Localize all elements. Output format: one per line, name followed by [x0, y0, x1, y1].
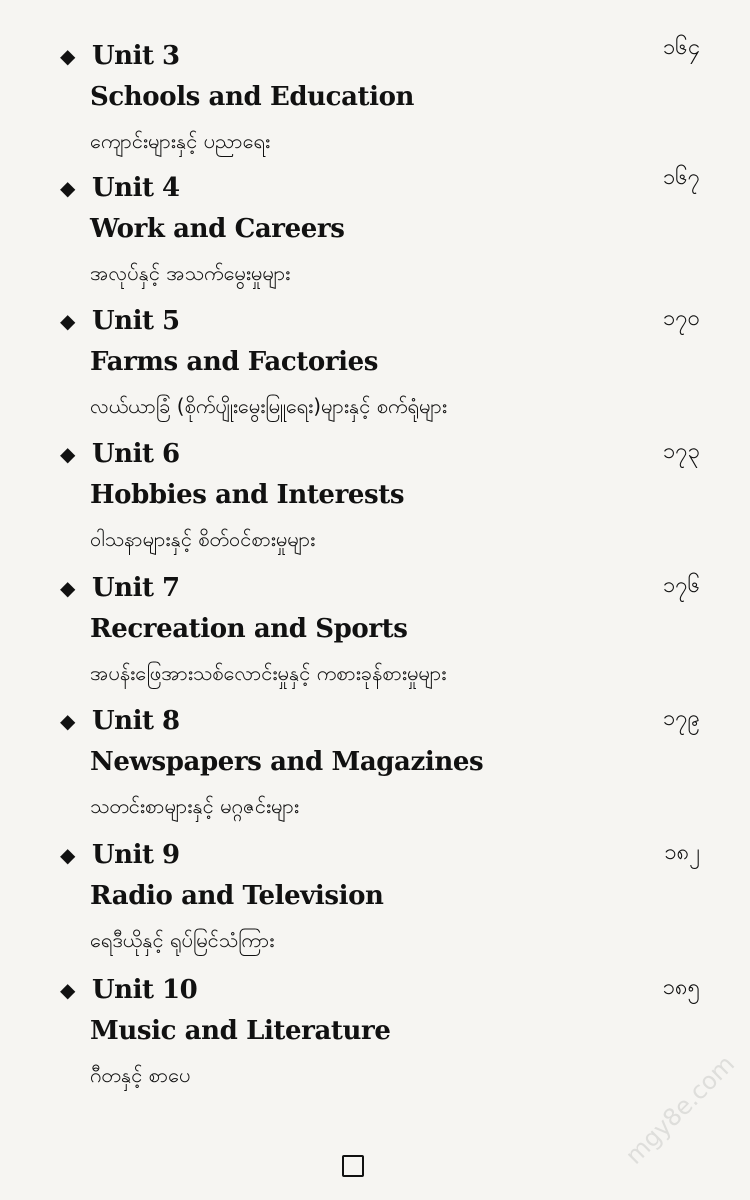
- unit-heading: [60, 972, 197, 1008]
- unit-heading: [60, 170, 180, 206]
- unit-title-myanmar: လယ်ယာခြံ (စိုက်ပျိုးမွေးမြူရေး)များနှင့် စက်ရုံများ: [90, 394, 447, 418]
- square-box-icon: [342, 1155, 364, 1177]
- unit-title-myanmar: ရေဒီယိုနှင့် ရုပ်မြင်သံကြား: [90, 928, 275, 952]
- diamond-bullet-icon: ◆: [60, 843, 76, 867]
- unit-heading: [60, 436, 180, 472]
- page-number: ၁၆၄: [662, 35, 700, 60]
- unit-label: Unit 4: [92, 173, 180, 203]
- unit-heading: [60, 38, 180, 74]
- unit-label: Unit 9: [92, 840, 180, 870]
- unit-heading: [60, 703, 180, 739]
- unit-title-english: Farms and Factories: [90, 347, 378, 377]
- unit-title-myanmar: ဝါသနာများနှင့် စိတ်ဝင်စားမှုများ: [90, 527, 316, 551]
- page-number: ၁၇၀: [662, 306, 700, 331]
- page-number: ၁၇၉: [662, 706, 700, 731]
- unit-label: Unit 5: [92, 306, 180, 336]
- unit-title-myanmar: သတင်းစာများနှင့် မဂ္ဂဇင်းများ: [90, 794, 299, 818]
- unit-heading: [60, 303, 180, 339]
- unit-heading: [60, 570, 180, 606]
- watermark-text: mgy8e.com: [620, 1049, 741, 1170]
- unit-label: Unit 6: [92, 439, 180, 469]
- unit-label: Unit 3: [92, 41, 180, 71]
- unit-label: Unit 8: [92, 706, 180, 736]
- page-number: ၁၆၇: [662, 165, 700, 190]
- page-number: ၁၈၂: [664, 840, 700, 865]
- unit-label: Unit 7: [92, 573, 180, 603]
- unit-title-english: Schools and Education: [90, 82, 415, 112]
- unit-label: Unit 10: [92, 975, 198, 1005]
- unit-title-myanmar: အပန်းဖြေအားသစ်လောင်းမှုနှင့် ကစားခုန်စားမှုများ: [90, 661, 447, 685]
- page-number: ၁၇၃: [662, 439, 700, 464]
- diamond-bullet-icon: ◆: [60, 576, 76, 600]
- diamond-bullet-icon: ◆: [60, 44, 76, 68]
- unit-title-english: Newspapers and Magazines: [90, 747, 484, 777]
- diamond-bullet-icon: ◆: [60, 309, 76, 333]
- diamond-bullet-icon: ◆: [60, 978, 76, 1002]
- unit-title-myanmar: အလုပ်နှင့် အသက်မွေးမှုများ: [90, 261, 291, 285]
- unit-heading: [60, 837, 180, 873]
- unit-title-english: Music and Literature: [90, 1016, 391, 1046]
- unit-title-english: Radio and Television: [90, 881, 384, 911]
- diamond-bullet-icon: ◆: [60, 176, 76, 200]
- bleed-through-background: [500, 20, 750, 196]
- unit-title-myanmar: ဂီတနှင့် စာပေ: [90, 1063, 191, 1087]
- diamond-bullet-icon: ◆: [60, 442, 76, 466]
- unit-title-english: Work and Careers: [90, 214, 345, 244]
- unit-title-english: Hobbies and Interests: [90, 480, 405, 510]
- page-number: ၁၈၅: [662, 975, 700, 1000]
- unit-title-english: Recreation and Sports: [90, 614, 408, 644]
- page-number: ၁၇၆: [662, 573, 700, 598]
- diamond-bullet-icon: ◆: [60, 709, 76, 733]
- unit-title-myanmar: ကျောင်းများနှင့် ပညာရေး: [90, 129, 271, 153]
